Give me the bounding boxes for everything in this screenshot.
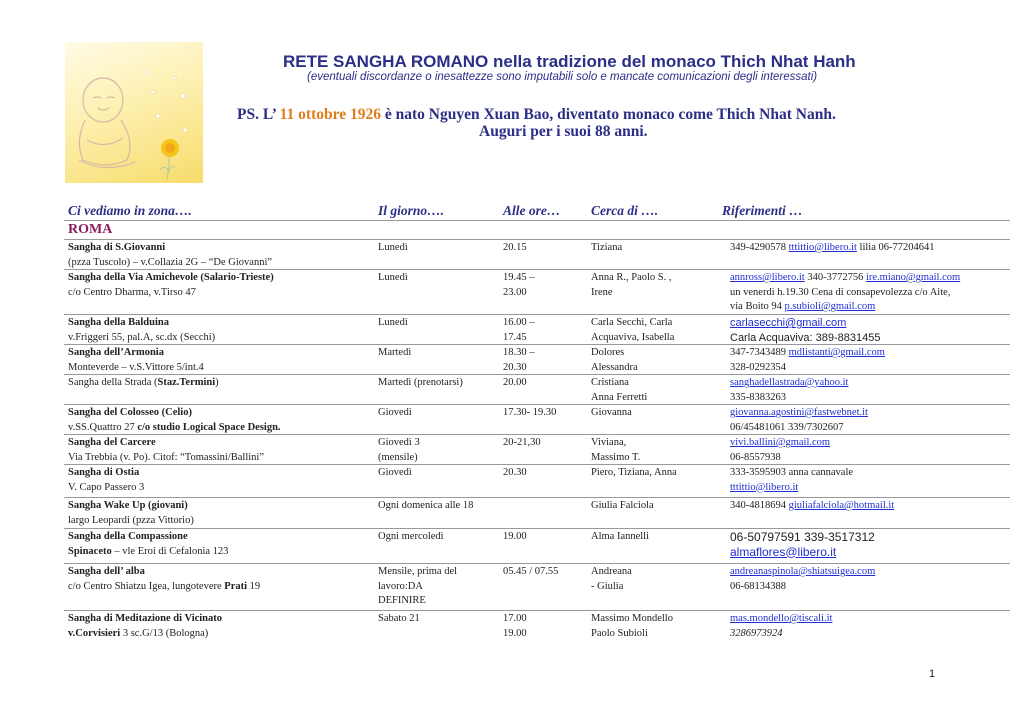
row-ref	[730, 271, 960, 315]
ref-email-link[interactable]: ire.miano@gmail.com	[865, 272, 961, 283]
ref-email-link[interactable]: giovanna.agostini@fastwebnet.it	[730, 407, 868, 418]
row-place: c/o Centro Shiatzu Igea, lungotevere	[68, 580, 225, 592]
time-end: 23.00	[503, 286, 527, 298]
row-place: (pzza Tuscolo) – v.Collazia 2G – “De Giovanni”	[68, 256, 273, 268]
header-cerca: Cerca di ….	[591, 203, 659, 218]
table-row	[64, 435, 1010, 465]
row-ref	[730, 466, 853, 495]
ps-note-line1	[237, 106, 836, 124]
row-place-bold: v.Corvisieri	[68, 627, 121, 639]
row-place-suffix: 19	[247, 580, 261, 592]
time-start: 17.00	[503, 613, 527, 624]
table-row	[64, 498, 1010, 529]
ref-phone: 349-4290578	[730, 242, 789, 253]
contact-line2: - Giulia	[591, 580, 624, 592]
row-contact: Tiziana	[591, 242, 623, 253]
ref-note: un venerdì h.19.30 Cena di consapevolezza c/o Aite,	[730, 286, 951, 298]
row-day: Sabato 21	[378, 613, 420, 624]
row-day: Ogni mercoledì	[378, 531, 444, 542]
row-zona	[68, 406, 281, 435]
row-name: Sangha della Compassione	[68, 531, 188, 542]
buddha-illustration	[65, 42, 203, 183]
ref-extra: lilia 06-77204641	[856, 242, 935, 253]
row-place-bold: c/o studio Logical Space Design.	[137, 421, 281, 433]
row-time: 20.30	[503, 467, 527, 478]
time-start: 19.45 –	[503, 272, 535, 283]
header-riferimenti: Riferimenti …	[722, 203, 803, 218]
contact-line2: Massimo T.	[591, 451, 641, 463]
row-ref	[730, 530, 875, 559]
contact-line2: Alessandra	[591, 361, 638, 373]
time-end: 17.45	[503, 331, 527, 343]
row-place: v.SS.Quattro 27	[68, 421, 138, 433]
time-start: 18.30 –	[503, 347, 535, 358]
row-contact	[591, 316, 674, 345]
row-contact: Giovanna	[591, 407, 632, 418]
row-zona	[68, 466, 144, 495]
ref-phone: 333-3595903 anna cannavale	[730, 467, 854, 478]
ref-email-link[interactable]: andreanaspinola@shiatsuigea.com	[730, 566, 876, 577]
row-time	[503, 316, 535, 345]
row-name-bold: Staz.Termini	[157, 377, 216, 388]
row-day: Lunedì	[378, 272, 408, 283]
row-ref	[730, 241, 935, 256]
row-place-bold: Prati	[224, 580, 248, 592]
row-time: 19.00	[503, 531, 527, 542]
row-zona	[68, 499, 194, 528]
ref-phone: 335-8383263	[730, 391, 786, 403]
ref-email-link[interactable]: p.subioli@gmail.com	[784, 301, 876, 312]
row-name: Sangha dell’Armonia	[68, 347, 164, 358]
row-name: Sangha della Strada (	[68, 377, 158, 388]
row-ref	[730, 565, 875, 594]
table-row	[64, 375, 1010, 405]
ref-phone: 340-3772756	[804, 272, 866, 283]
ref-email-link[interactable]: mdlistanti@gmail.com	[788, 347, 885, 358]
time-start: 16.00 –	[503, 317, 535, 328]
header-ore: Alle ore…	[503, 203, 561, 218]
ps-date: 11 ottobre 1926	[279, 106, 381, 123]
row-place: Via Trebbia (v. Po). Citof: “Tomassini/Ballini”	[68, 451, 264, 463]
row-zona	[68, 271, 274, 300]
row-zona	[68, 241, 272, 270]
row-name: Sangha di Ostia	[68, 467, 140, 478]
ref-email-link[interactable]: mas.mondello@tiscali.it	[730, 613, 833, 624]
row-day: Giovedì	[378, 467, 412, 478]
header-giorno: Il giorno….	[378, 203, 445, 218]
ps-suffix: è nato Nguyen Xuan Bao, diventato monaco come Thich Nhat Nanh.	[380, 106, 836, 123]
ref-email-link[interactable]: almaflores@libero.it	[730, 544, 837, 559]
row-name: Sangha della Balduina	[68, 317, 169, 328]
header-zona: Ci vediamo in zona….	[68, 203, 192, 218]
row-contact	[591, 565, 632, 594]
ref-address: via Boito 94	[730, 301, 785, 312]
row-zona	[68, 530, 228, 559]
row-contact	[591, 612, 673, 641]
buddha-dandelion-logo	[65, 42, 203, 183]
row-zona	[68, 612, 222, 641]
ref-phone: 06-8557938	[730, 451, 781, 463]
ref-phone: 06/45481061 339/7302607	[730, 421, 844, 433]
contact-line1: Carla Secchi, Carla	[591, 317, 673, 328]
ref-email-link[interactable]: annross@libero.it	[730, 272, 805, 283]
contact-line1: Cristiana	[591, 377, 629, 388]
table-row	[64, 564, 1010, 611]
row-day	[378, 565, 457, 609]
ps-prefix: PS. L’	[237, 106, 280, 123]
ref-phone: 340-4818694	[730, 500, 789, 511]
ref-email-link[interactable]: tttittio@libero.it	[730, 481, 799, 493]
ref-email-link[interactable]: carlasecchi@gmail.com	[730, 317, 847, 329]
row-time: 20.15	[503, 242, 527, 253]
row-place: Monteverde – v.S.Vittore 5/int.4	[68, 361, 204, 373]
row-time	[503, 271, 535, 300]
row-day	[378, 436, 420, 465]
row-name: Sangha del Colosseo (Celio)	[68, 407, 192, 418]
contact-line1: Anna R., Paolo S. ,	[591, 272, 672, 283]
row-place: v.Friggeri 55, pal.A, sc.dx (Secchi)	[68, 331, 216, 343]
row-time: 20-21,30	[503, 437, 541, 448]
row-zona	[68, 565, 260, 594]
row-contact: Piero, Tiziana, Anna	[591, 467, 677, 478]
row-place: largo Leopardi (pzza Vittorio)	[68, 514, 194, 526]
day-line1: Mensile, prima del	[378, 566, 458, 577]
ref-email-link[interactable]: vivi.ballini@gmail.com	[730, 437, 831, 448]
table-row	[64, 529, 1010, 564]
page-number: 1	[929, 668, 936, 680]
table-row	[64, 465, 1010, 498]
ref-email-link[interactable]: tttittio@libero.it	[788, 242, 857, 253]
row-day: Ogni domenica alle 18	[378, 500, 474, 511]
table-row	[64, 345, 1010, 375]
row-name: Sangha dell’ alba	[68, 566, 145, 577]
contact-line1: Massimo Mondello	[591, 613, 673, 624]
table-row	[64, 315, 1010, 345]
row-contact	[591, 376, 647, 405]
table-row	[64, 270, 1010, 315]
day-line3: DEFINIRE	[378, 595, 426, 606]
row-ref	[730, 436, 830, 465]
table-row	[64, 611, 1010, 643]
contact-line1: Viviana,	[591, 437, 627, 448]
table-header	[64, 202, 1010, 221]
row-time	[503, 346, 535, 375]
ref-phone: 06-68134388	[730, 580, 786, 592]
row-zona	[68, 316, 215, 345]
row-contact	[591, 346, 638, 375]
row-time: 20.00	[503, 377, 527, 388]
row-ref	[730, 499, 894, 514]
day-line2: (mensile)	[378, 451, 418, 463]
page-title: RETE SANGHA ROMANO nella tradizione del monaco Thich Nhat Hanh	[283, 52, 856, 71]
row-zona	[68, 376, 219, 391]
ref-phone: 347-7343489	[730, 347, 789, 358]
contact-line2: Irene	[591, 286, 613, 298]
row-contact	[591, 271, 672, 300]
row-name: Sangha della Via Amichevole (Salario-Trieste)	[68, 272, 274, 283]
ps-note-line2: Auguri per i suoi 88 anni.	[479, 123, 648, 140]
day-line2: lavoro:DA	[378, 580, 423, 592]
row-ref	[730, 612, 832, 641]
row-place: 3 sc.G/13 (Bologna)	[120, 627, 209, 639]
row-time: 17.30- 19.30	[503, 407, 557, 418]
section-roma: ROMA	[64, 221, 1010, 240]
row-ref	[730, 376, 848, 405]
time-end: 20.30	[503, 361, 527, 373]
row-name: Sangha del Carcere	[68, 437, 156, 448]
row-ref	[730, 316, 880, 345]
row-place: c/o Centro Dharma, v.Tirso 47	[68, 286, 196, 298]
row-contact: Alma Iannelli	[591, 531, 650, 542]
contact-line1: Dolores	[591, 347, 625, 358]
row-day: Martedì (prenotarsi)	[378, 377, 463, 388]
ref-note: Carla Acquaviva: 389-8831455	[730, 331, 881, 344]
row-time: 05.45 / 07.55	[503, 566, 559, 577]
contact-line2: Paolo Subioli	[591, 627, 648, 639]
ref-phone: 06-50797591 339-3517312	[730, 530, 875, 544]
row-zona	[68, 346, 204, 375]
row-place-bold: Spinaceto	[68, 545, 112, 557]
row-day: Martedì	[378, 347, 412, 358]
ref-email-link[interactable]: giuliafalciola@hotmail.it	[788, 500, 895, 511]
ref-email-link[interactable]: sanghadellastrada@yahoo.it	[730, 377, 849, 388]
contact-line1: Andreana	[591, 566, 632, 577]
ref-phone: 3286973924	[730, 627, 783, 639]
page-subtitle: (eventuali discordanze o inesattezze sono imputabili solo e mancate comunicazioni degli interessati)	[307, 71, 818, 83]
contact-line2: Acquaviva, Isabella	[591, 331, 675, 343]
table-row	[64, 240, 1010, 270]
day-line1: Giovedì 3	[378, 437, 420, 448]
sangha-table	[64, 202, 1010, 643]
row-name: Sangha di S.Giovanni	[68, 242, 166, 253]
row-time	[503, 612, 527, 641]
row-ref	[730, 346, 885, 375]
contact-line2: Anna Ferretti	[591, 391, 648, 403]
row-zona	[68, 436, 264, 465]
row-name: Sangha Wake Up (giovani)	[68, 500, 188, 511]
row-name: Sangha di Meditazione di Vicinato	[68, 613, 223, 624]
row-day: Giovedì	[378, 407, 412, 418]
row-place: V. Capo Passero 3	[68, 481, 145, 493]
row-day: Lunedì	[378, 317, 408, 328]
table-row	[64, 405, 1010, 435]
row-place: – vle Eroi di Cefalonia 123	[111, 545, 229, 557]
time-end: 19.00	[503, 627, 527, 639]
row-contact	[591, 436, 640, 465]
ref-phone-2: 328-0292354	[730, 361, 786, 373]
row-contact: Giulia Falciola	[591, 500, 654, 511]
row-name-suffix: )	[215, 377, 219, 388]
row-day: Lunedì	[378, 242, 408, 253]
row-ref	[730, 406, 868, 435]
